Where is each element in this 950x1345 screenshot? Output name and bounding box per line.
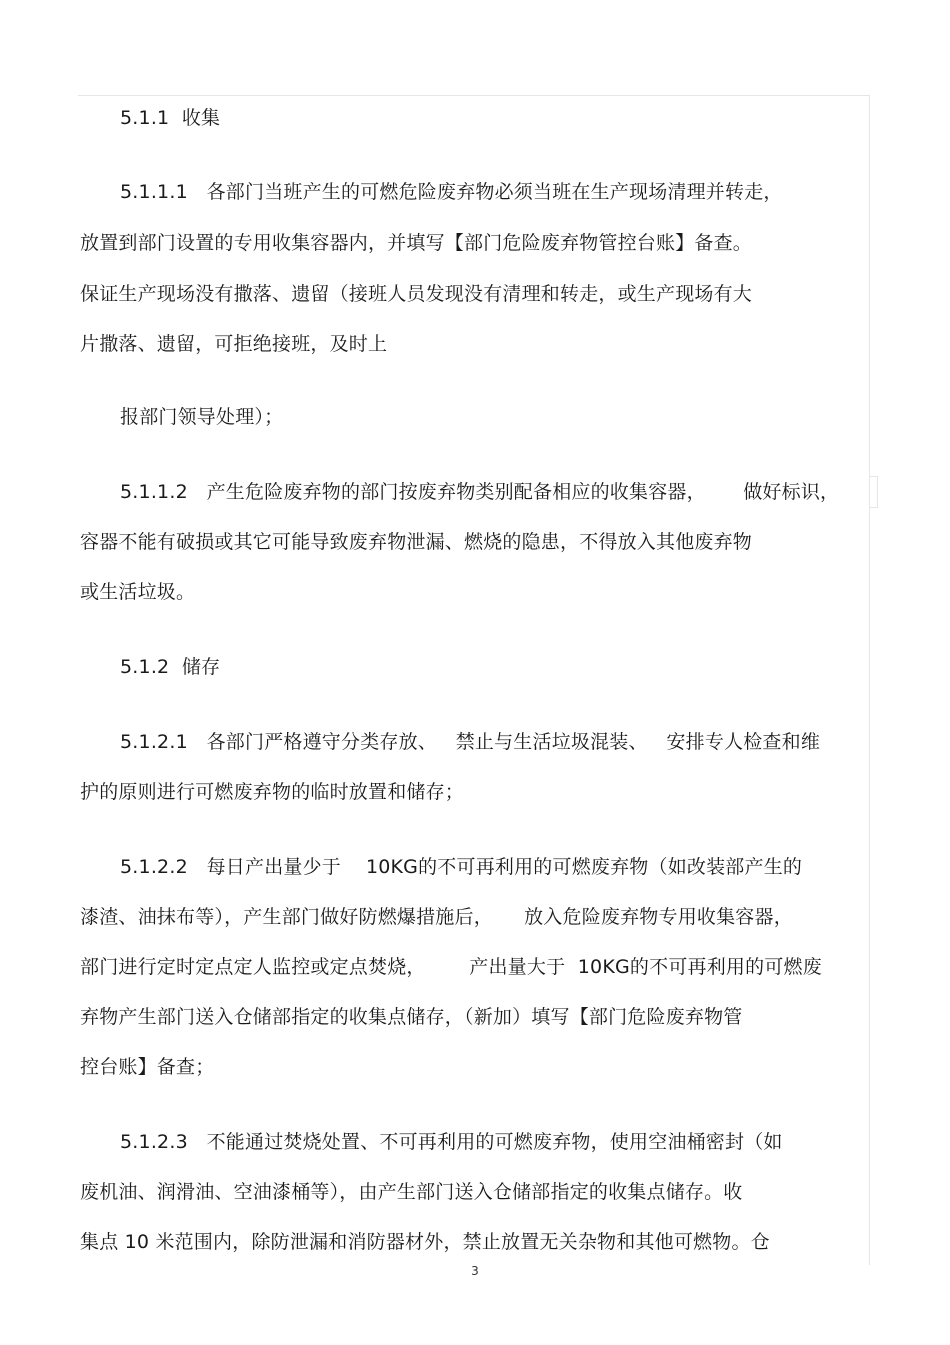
paragraph-line: 保证生产现场没有撒落、遗留（接班人员发现没有清理和转走，或生产现场有大 <box>80 283 753 305</box>
page-number: 3 <box>471 1264 479 1278</box>
paragraph-line: 报部门领导处理）； <box>120 406 284 428</box>
paragraph-line: 漆渣、油抹布等），产生部门做好防燃爆措施后， 放入危险废弃物专用收集容器， <box>80 906 793 928</box>
section-heading-5-1-2: 5.1.2 储存 <box>120 656 221 678</box>
paragraph-line: 控台账】备查； <box>80 1056 215 1078</box>
paragraph-line: 5.1.2.1 各部门严格遵守分类存放、 禁止与生活垃圾混装、 安排专人检查和维 <box>120 731 821 753</box>
paragraph-line: 5.1.1.1 各部门当班产生的可燃危险废弃物必须当班在生产现场清理并转走， <box>120 181 783 203</box>
paragraph-line: 废机油、润滑油、空油漆桶等），由产生部门送入仓储部指定的收集点储存。收 <box>80 1181 743 1203</box>
paragraph-line: 放置到部门设置的专用收集容器内，并填写【部门危险废弃物管控台账】备查。 <box>80 232 753 254</box>
section-heading-5-1-1: 5.1.1 收集 <box>120 107 221 129</box>
paragraph-line: 5.1.2.2 每日产出量少于 10KG的不可再利用的可燃废弃物（如改装部产生的 <box>120 856 803 878</box>
paragraph-line: 集点 10 米范围内，除防泄漏和消防器材外，禁止放置无关杂物和其他可燃物。仓 <box>80 1231 770 1253</box>
page-frame-margin-mark <box>869 476 878 508</box>
paragraph-line: 或生活垃圾。 <box>80 581 196 603</box>
paragraph-line: 部门进行定时定点定人监控或定点焚烧， 产出量大于 10KG的不可再利用的可燃废 <box>80 956 822 978</box>
page-frame-right-border <box>869 95 870 1265</box>
paragraph-line: 片撒落、遗留，可拒绝接班，及时上 <box>80 333 388 355</box>
paragraph-line: 容器不能有破损或其它可能导致废弃物泄漏、燃烧的隐患，不得放入其他废弃物 <box>80 531 753 553</box>
paragraph-line: 护的原则进行可燃废弃物的临时放置和储存； <box>80 781 465 803</box>
paragraph-line: 5.1.2.3 不能通过焚烧处置、不可再利用的可燃废弃物，使用空油桶密封（如 <box>120 1131 783 1153</box>
page-frame-top-border <box>78 95 870 96</box>
paragraph-line: 5.1.1.2 产生危险废弃物的部门按废弃物类别配备相应的收集容器， 做好标识， <box>120 481 840 503</box>
paragraph-line: 弃物产生部门送入仓储部指定的收集点储存，（新加）填写【部门危险废弃物管 <box>80 1006 743 1028</box>
